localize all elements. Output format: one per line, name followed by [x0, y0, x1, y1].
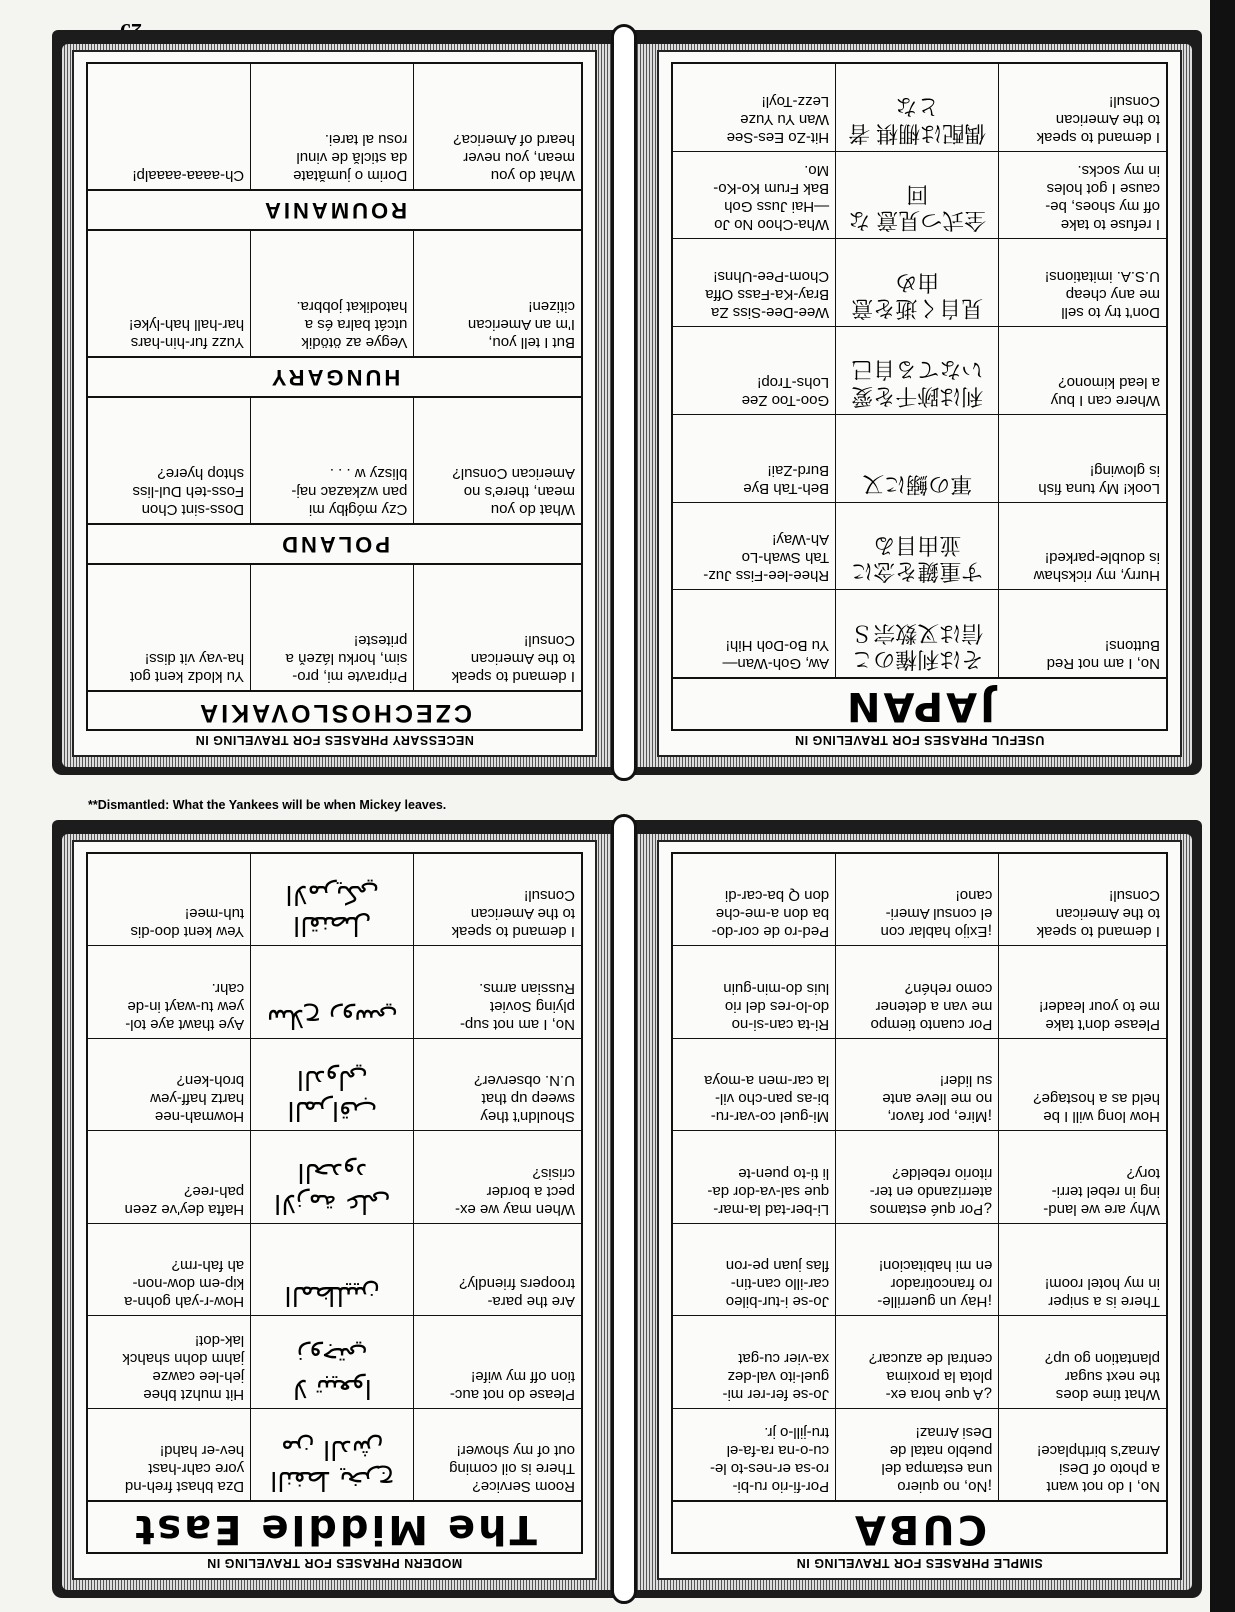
native-phrase: ¡No, no quiero una estampa del pueblo natal de Desi Arnaz! — [835, 1409, 998, 1500]
phonetic-phrase: Yu klodz kent got ha-vay vit diss! — [129, 650, 245, 685]
english-phrase: What do you mean, you never heard of America? — [413, 64, 581, 189]
english-phrase: When may we ex- pect a border crisis? — [413, 1131, 581, 1222]
middle-east-table — [86, 852, 583, 1554]
mideast-title: The Middle East — [88, 1500, 581, 1552]
top-book-illustration — [52, 30, 1202, 775]
poland-title: POLAND — [88, 523, 581, 565]
phonetic-phrase: Rhee-lee-Fiss Juz- Tah Swah-Lo Ah-Way! — [703, 531, 830, 585]
cuba-table — [671, 852, 1168, 1554]
english-phrase: No, I am not sup- plying Soviet Russian arms. — [413, 946, 581, 1037]
phonetic-phrase: Mi-guel co-var-ru- bi-as pan-cho vil- la car-men a-moya — [704, 1072, 830, 1126]
phonetic-phrase: Beh-Tah Bye Burd-Zai! — [743, 461, 830, 497]
eastern-europe-panel — [72, 50, 597, 757]
phonetic-phrase: Dza bhast freh-nd yore cahr-hast hev-er hahd! — [124, 1442, 245, 1495]
native-phrase: す重鍵を念に並由目ゐ — [835, 503, 998, 590]
english-phrase: No, I do not want a photo of Desi Arnaz's birthplace! — [998, 1409, 1166, 1500]
native-phrase: ﺍﻟﻨﻔﻂ ﻳﺨﺮﺝ ﻣﻦ ﺍﻟﺪﺵ — [250, 1409, 413, 1500]
phonetic-phrase: Por-fi-rio ru-bi- ro-sa er-nes-to le- cu-o-na ra-fa-el tru-jill-o jr. — [709, 1424, 830, 1495]
native-phrase: そは利権のこ信は叉数宗Ｓ — [835, 590, 998, 677]
english-phrase: Please don't take me to your leader! — [998, 946, 1166, 1037]
czech-title: CZECHOSLOVAKIA — [88, 690, 581, 729]
phonetic-phrase: Wee-Dee-Siss Za Bray-Ka-Fass Offa Chom-Pee-Uhns! — [705, 268, 830, 322]
table-row — [88, 1223, 581, 1315]
native-phrase: Dorim o jumătate da sticlă de vinul rosu al tarei. — [250, 64, 413, 189]
table-row — [673, 151, 1166, 239]
phonetic-phrase: Aye thawt aye tol- yew tu-wayt in-de cahr. — [125, 979, 245, 1033]
bottom-book-illustration — [52, 820, 1202, 1598]
japan-panel — [657, 50, 1182, 757]
english-phrase: I demand to speak to the American Consul! — [998, 854, 1166, 945]
table-row — [88, 1130, 581, 1222]
cuba-panel — [657, 840, 1182, 1580]
english-phrase: Don't try to sell me any cheap U.S.A. imitations! — [998, 239, 1166, 326]
hungary-title: HUNGARY — [88, 356, 581, 398]
table-row — [673, 945, 1166, 1037]
native-phrase: Pripravte mi, pro- sim, horku lázeň a priteste! — [250, 565, 413, 690]
native-phrase: ¿Por qué estamos aterrizando en ter- ritorio rebelde? — [835, 1131, 998, 1222]
table-row — [673, 1130, 1166, 1222]
native-phrase: 全式つ見意 な回 — [835, 152, 998, 239]
table-row — [673, 64, 1166, 151]
phonetic-phrase: Hafta dey've zeen pah-ree? — [124, 1182, 245, 1218]
phonetic-phrase: Ri-ta can-si-no do-lo-res del rio luis do-min-guin — [723, 979, 830, 1033]
czech-section — [88, 565, 581, 690]
phonetic-phrase: Jo-se fer-rer mi- guel-ito val-dez xa-vier cu-gat — [722, 1349, 830, 1403]
table-row — [673, 1223, 1166, 1315]
table-row — [88, 1038, 581, 1130]
phonetic-phrase: Ped-ro de cor-do- ba don a-me-che don Q ba-car-di — [711, 887, 830, 941]
native-phrase: Por cuanto tiempo me van a detener como rehén? — [835, 946, 998, 1037]
native-phrase: ﺍﻟﻘﻨﺼﻞ ﺍﻻﻣﺮﻳﻜﻲ — [250, 854, 413, 945]
book-spine — [611, 814, 637, 1604]
english-phrase: Are the para- troopers friendly? — [413, 1224, 581, 1315]
table-row — [88, 945, 581, 1037]
english-phrase: I demand to speak to the American Consul! — [413, 854, 581, 945]
phonetic-phrase: Wha-Choo No Jo —Hai Juss Goh Bak Frum Ko-Ko- Mo. — [713, 162, 830, 234]
english-phrase: But I tell you, I'm an American citizen! — [413, 231, 581, 356]
japan-title: JAPAN — [673, 677, 1166, 729]
english-phrase: Please do not auc- tion off my wife! — [413, 1316, 581, 1407]
table-row — [88, 1315, 581, 1407]
table-row — [673, 502, 1166, 590]
table-row — [673, 1408, 1166, 1500]
phonetic-phrase: Jo-se i-tur-bileo car-illo can-tin- flas juan pe-ron — [725, 1257, 830, 1311]
native-phrase: ﺳﻼﺡ ﺭﻭﺳﻲ — [250, 946, 413, 1037]
cuba-title: CUBA — [673, 1500, 1166, 1552]
phonetic-phrase: Hit-Zo Ees-See Wan Yu Yuze Lezz-Toyl! — [726, 92, 830, 146]
native-phrase: ¡Mire, por favor, no me lleve ante su lider! — [835, 1039, 998, 1130]
mideast-subtitle: MODERN PHRASES FOR TRAVELING IN — [206, 1556, 463, 1570]
english-phrase: What do you mean, there's no American Consul? — [413, 398, 581, 523]
czech-subtitle: NECESSARY PHRASES FOR TRAVELING IN — [195, 733, 474, 747]
native-phrase: ﺍﻟﻤﺮﺍﻗﺐ ﺍﻟﺪﻭﻟﻲ — [250, 1039, 413, 1130]
phonetic-phrase: How-r-yah gohn-a kip-em dow-non- ah fah-rm? — [124, 1257, 245, 1311]
english-phrase: What time does the next sugar plantation go up? — [998, 1316, 1166, 1407]
native-phrase: ¿A que hora ex- plota la proxima central de azucar? — [835, 1316, 998, 1407]
hungary-section — [88, 231, 581, 356]
english-phrase: There is a sniper in my hotel room! — [998, 1224, 1166, 1315]
english-phrase: Look! My tuna fish is glowing! — [998, 415, 1166, 502]
native-phrase: Czy mógłby mi pan wzkazac naj- bliszy w . . . — [250, 398, 413, 523]
english-phrase: I demand to speak to the American Consul! — [413, 565, 581, 690]
native-phrase: 見自く逝を意 由め — [835, 239, 998, 326]
english-phrase: How long will I be held as a hostage? — [998, 1039, 1166, 1130]
native-phrase: 利は跡千を愛 いなてる自己 — [835, 327, 998, 414]
phonetic-phrase: Ch-aaaa-aaaalp! — [132, 167, 245, 184]
english-phrase: Hurry, my rickshaw is double-parked! — [998, 503, 1166, 590]
native-phrase: Vegye az ötödik utcát balra és a hatodikat jobbra. — [250, 231, 413, 356]
table-row — [88, 854, 581, 945]
english-phrase: No, I am not Red Buttons! — [998, 590, 1166, 677]
table-row — [673, 854, 1166, 945]
eastern-europe-table — [86, 62, 583, 731]
japan-table — [671, 62, 1168, 731]
table-row — [88, 398, 581, 523]
phonetic-phrase: Aw, Goh-Wan— Yu Bo-Doh Hih! — [722, 637, 830, 672]
table-row — [673, 326, 1166, 414]
english-phrase: Shouldn't they sweep up that U.N. observer? — [413, 1039, 581, 1130]
phonetic-phrase: Goo-Too Zee Lohs-Trop! — [741, 373, 830, 409]
english-phrase: I demand to speak to the American Consul! — [998, 64, 1166, 151]
table-row — [673, 589, 1166, 677]
table-row — [673, 414, 1166, 502]
table-row — [88, 231, 581, 356]
table-row — [88, 565, 581, 690]
english-phrase: I refuse to take off my shoes, be- cause I got holes in my socks. — [998, 152, 1166, 239]
phonetic-phrase: Li-ber-tad la-mar- que sal-va-dor da- li ti-to puen-te — [707, 1164, 830, 1218]
native-phrase: ﺍﻟﻤﻈﻠﻴﻴﻦ — [250, 1224, 413, 1315]
table-row — [673, 1315, 1166, 1407]
table-row — [88, 1408, 581, 1500]
phonetic-phrase: Howmah-nee hartz haff-yew broh-ken? — [150, 1072, 245, 1126]
native-phrase: ¡Exijo hablar con el consul Ameri- cano! — [835, 854, 998, 945]
english-phrase: Why are we land- ing in rebel terri- tory? — [998, 1131, 1166, 1222]
japan-subtitle: USEFUL PHRASES FOR TRAVELING IN — [794, 733, 1045, 747]
native-phrase: ¡Hay un guerrille- ro francotirador en mi habitacion! — [835, 1224, 998, 1315]
native-phrase: ﻻ ﺗﺒﻴﻌﻮﺍ ﺯﻭﺟﺘﻲ — [250, 1316, 413, 1407]
cuba-subtitle: SIMPLE PHRASES FOR TRAVELING IN — [796, 1556, 1043, 1570]
roumania-section — [88, 64, 581, 189]
middle-east-panel — [72, 840, 597, 1580]
table-row — [673, 238, 1166, 326]
native-phrase: 軍の鰯に又 — [835, 415, 998, 502]
native-phrase: ﺍﻻﺯﻣﺔ ﻋﻠﻰ ﺍﻟﺤﺪﻭﺩ — [250, 1131, 413, 1222]
phonetic-phrase: Yew kent doo-dis tuh-mee! — [130, 905, 245, 941]
native-phrase: 偶配は棚棋 者とな — [835, 64, 998, 151]
english-phrase: Where can I buy a lead kimono? — [998, 327, 1166, 414]
footnote: **Dismantled: What the Yankees will be when Mickey leaves. — [88, 798, 447, 812]
table-row — [88, 64, 581, 189]
book-spine — [611, 24, 637, 781]
poland-section — [88, 398, 581, 523]
english-phrase: Room Service? There is oil coming out of my shower! — [413, 1409, 581, 1500]
phonetic-phrase: Doss-sint Chon Foss-teh Dul-liss shtop hyere? — [132, 465, 245, 518]
table-row — [673, 1038, 1166, 1130]
phonetic-phrase: Hit muhzt bhee jeh-lee cawze jahm dohn shahck lak-dot! — [122, 1331, 245, 1403]
roumania-title: ROUMANIA — [88, 189, 581, 231]
phonetic-phrase: Yuzz fur-hin-hars har-hall hah-lyke! — [129, 316, 245, 351]
